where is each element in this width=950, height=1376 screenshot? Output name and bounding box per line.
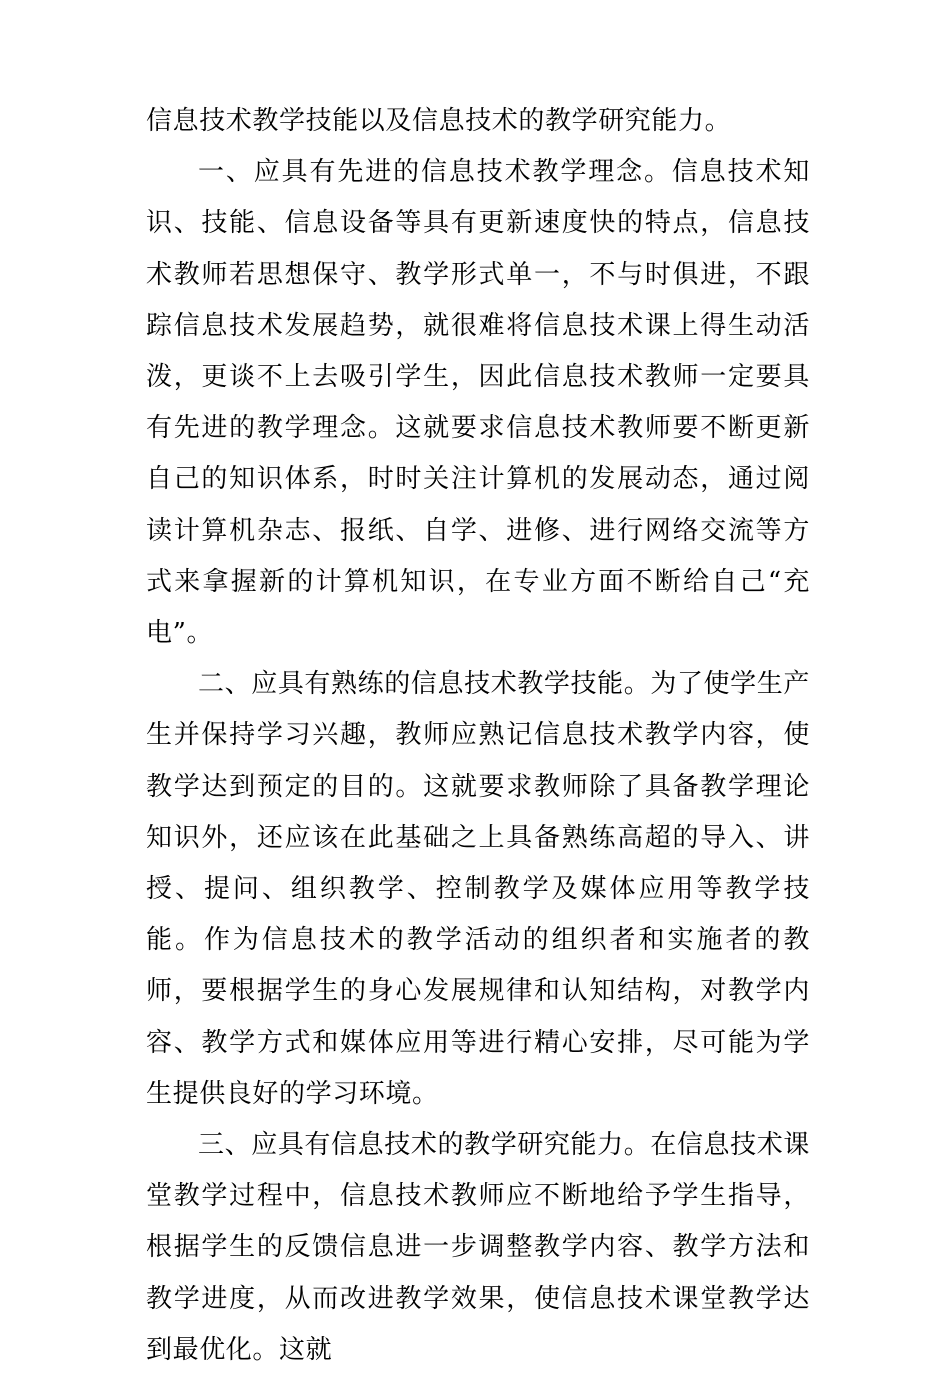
- document-body: [146, 96, 810, 1376]
- paragraph-section-three: 三、应具有信息技术的教学研究能力。在信息技术课堂教学过程中，信息技术教师应不断地给予学生指导，根据学生的反馈信息进一步调整教学内容、教学方法和教学进度，从而改进教学效果，使信息技术课堂教学达到最优化。这就: [146, 1130, 810, 1365]
- paragraph-section-one: 一、应具有先进的信息技术教学理念。信息技术知识、技能、信息设备等具有更新速度快的特点，信息技术教师若思想保守、教学形式单一，不与时俱进，不跟踪信息技术发展趋势，就很难将信息技术课上得生动活泼，更谈不上去吸引学生，因此信息技术教师一定要具有先进的教学理念。这就要求信息技术教师要不断更新自己的知识体系，时时关注计算机的发展动态，通过阅读计算机杂志、报纸、自学、进修、进行网络交流等方式来拿握新的计算机知识，在专业方面不断给自己“充电”。: [146, 157, 810, 649]
- paragraph-continuation: 信息技术教学技能以及信息技术的教学研究能力。: [146, 106, 732, 136]
- paragraph-section-two: 二、应具有熟练的信息技术教学技能。为了使学生产生并保持学习兴趣，教师应熟记信息技术教学内容，使教学达到预定的目的。这就要求教师除了具备教学理论知识外，还应该在此基础之上具备熟练高超的导入、讲授、提问、组织教学、控制教学及媒体应用等教学技能。作为信息技术的教学活动的组织者和实施者的教师，要根据学生的身心发展规律和认知结构，对教学内容、教学方式和媒体应用等进行精心安排，尽可能为学生提供良好的学习环境。: [146, 669, 810, 1109]
